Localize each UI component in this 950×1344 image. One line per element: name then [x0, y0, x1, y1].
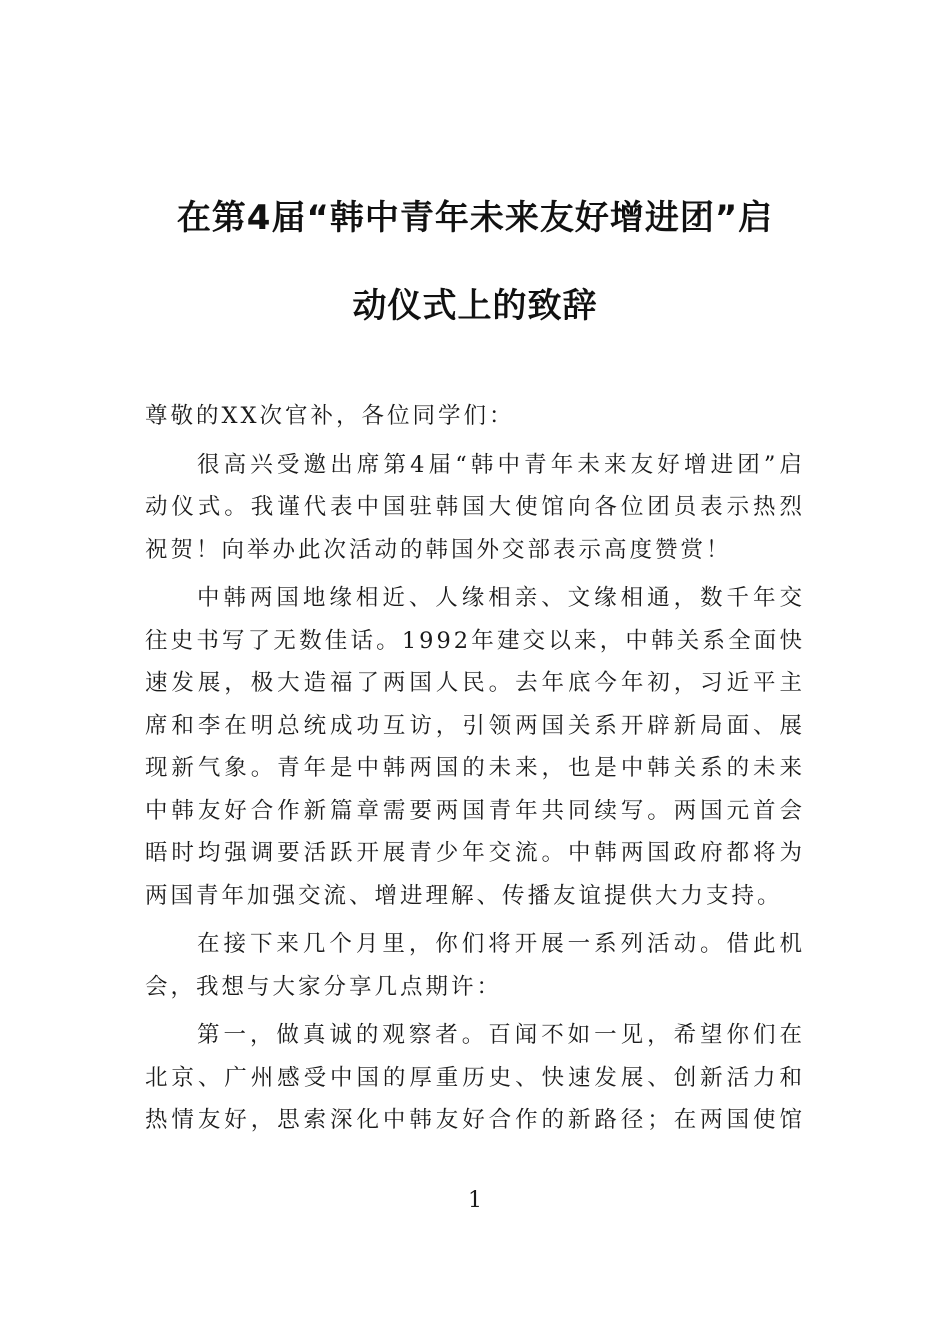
title-line-1: 在第4届“韩中青年未来友好增进团”启 — [176, 198, 774, 238]
paragraph-line: 北京、广州感受中国的厚重历史、快速发展、创新活力和 — [145, 1064, 805, 1091]
paragraph-line: 速发展，极大造福了两国人民。去年底今年初，习近平主 — [145, 670, 805, 696]
page-number: 1 — [468, 1188, 482, 1213]
document-body — [145, 395, 805, 1142]
paragraph-line: 第一，做真诚的观察者。百闻不如一见，希望你们在 — [197, 1022, 805, 1048]
paragraph-line: 现新气象。青年是中韩两国的未来，也是中韩关系的未来 — [145, 755, 805, 781]
paragraph-line: 会，我想与大家分享几点期许： — [145, 973, 503, 1000]
paragraph-line: 在接下来几个月里，你们将开展一系列活动。借此机 — [197, 931, 805, 957]
paragraph-line: 席和李在明总统成功互访，引领两国关系开辟新局面、展 — [145, 712, 805, 739]
paragraph-line: 中韩两国地缘相近、人缘相亲、文缘相通，数千年交 — [197, 585, 805, 611]
paragraph-line: 祝贺！向举办此次活动的韩国外交部表示高度赞赏！ — [145, 536, 732, 563]
paragraph-line: 晤时均强调要活跃开展青少年交流。中韩两国政府都将为 — [145, 840, 805, 866]
paragraph-line: 中韩友好合作新篇章需要两国青年共同续写。两国元首会 — [145, 797, 805, 824]
paragraph-line: 两国青年加强交流、增进理解、传播友谊提供大力支持。 — [145, 882, 783, 909]
paragraph-line: 往史书写了无数佳话。1992年建交以来，中韩关系全面快 — [145, 627, 805, 654]
document-title — [145, 174, 805, 350]
salutation: 尊敬的XX次官补，各位同学们： — [145, 403, 515, 429]
paragraph-line: 很高兴受邀出席第4届“韩中青年未来友好增进团”启 — [197, 451, 805, 478]
title-line-2: 动仪式上的致辞 — [352, 286, 598, 326]
paragraph-line: 动仪式。我谨代表中国驻韩国大使馆向各位团员表示热烈 — [145, 494, 805, 520]
paragraph-line: 热情友好，思索深化中韩友好合作的新路径；在两国使馆 — [145, 1107, 805, 1133]
